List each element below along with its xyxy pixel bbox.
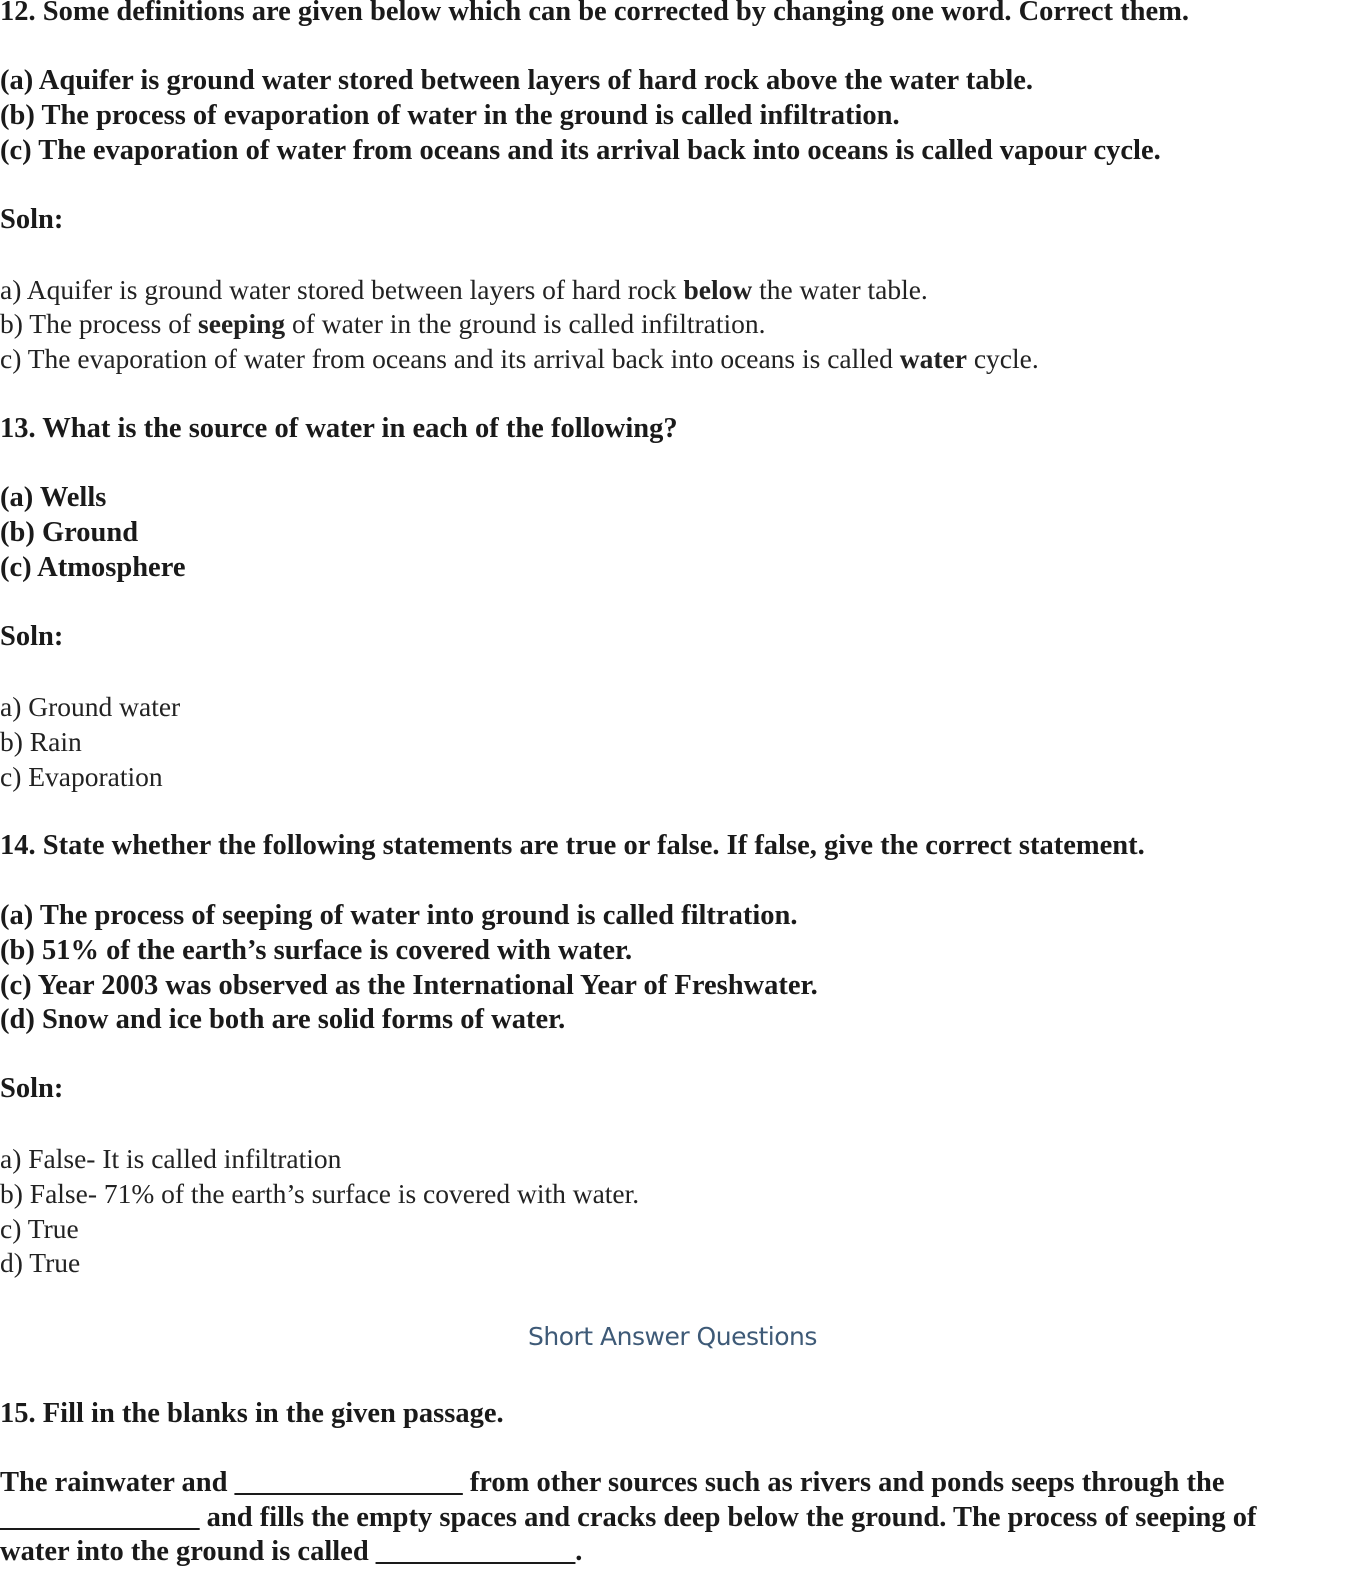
passage-line: water into the ground is called ______________.: [0, 1536, 583, 1567]
answer: [0, 307, 766, 341]
answer: a) False- It is called infiltration: [0, 1143, 342, 1174]
question-item: (b) Ground: [0, 517, 139, 548]
question-item: (c) Atmosphere: [0, 552, 186, 583]
answer: c) Evaporation: [0, 761, 163, 792]
soln-label: Soln:: [0, 204, 64, 235]
answer: [0, 342, 1039, 376]
question-item: (b) The process of evaporation of water in the ground is called infiltration.: [0, 100, 900, 131]
answer: b) Rain: [0, 726, 82, 757]
answer: d) True: [0, 1247, 81, 1278]
soln-label: Soln:: [0, 621, 64, 652]
question-item: (b) 51% of the earth’s surface is covered with water.: [0, 935, 633, 966]
soln-label: Soln:: [0, 1073, 64, 1104]
question-item: (a) Aquifer is ground water stored between layers of hard rock above the water table.: [0, 65, 1034, 96]
question-item: (d) Snow and ice both are solid forms of water.: [0, 1004, 566, 1035]
answer-correction: seeping: [198, 308, 286, 339]
answer: c) True: [0, 1213, 79, 1244]
question-item: (a) The process of seeping of water into ground is called filtration.: [0, 900, 798, 931]
question-item: (a) Wells: [0, 482, 107, 513]
answer-correction: below: [683, 274, 753, 305]
question-title: 14. State whether the following statements are true or false. If false, give the correct statement.: [0, 830, 1145, 861]
answer: b) False- 71% of the earth’s surface is covered with water.: [0, 1178, 640, 1209]
question-item: (c) The evaporation of water from oceans and its arrival back into oceans is called vapour cycle.: [0, 135, 1161, 166]
answer: a) Ground water: [0, 691, 181, 722]
question-title: 13. What is the source of water in each of the following?: [0, 413, 678, 444]
question-title: 15. Fill in the blanks in the given passage.: [0, 1398, 504, 1429]
answer-text: the water table.: [752, 274, 928, 305]
passage-line: ______________ and fills the empty spaces and cracks deep below the ground. The process of seeping of: [0, 1502, 1257, 1533]
answer: [0, 273, 928, 307]
answer-text: of water in the ground is called infiltration.: [285, 308, 766, 339]
section-heading: Short Answer Questions: [528, 1322, 817, 1351]
question-item: (c) Year 2003 was observed as the International Year of Freshwater.: [0, 970, 818, 1001]
answer-text: a) Aquifer is ground water stored between layers of hard rock: [0, 274, 684, 305]
passage-line: The rainwater and ________________ from other sources such as rivers and ponds seeps through the: [0, 1467, 1225, 1498]
answer-text: cycle.: [966, 343, 1039, 374]
answer-correction: water: [899, 343, 967, 374]
answer-text: c) The evaporation of water from oceans and its arrival back into oceans is called: [0, 343, 900, 374]
answer-text: b) The process of: [0, 308, 199, 339]
question-title: 12. Some definitions are given below which can be corrected by changing one word. Correct them.: [0, 0, 1189, 27]
